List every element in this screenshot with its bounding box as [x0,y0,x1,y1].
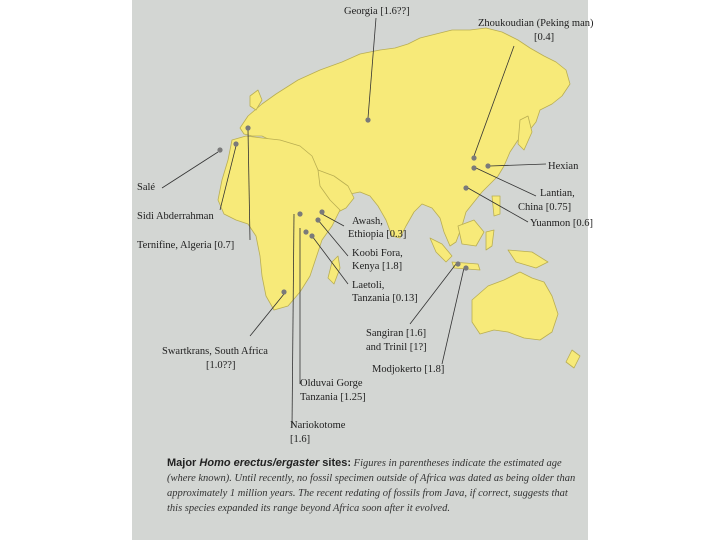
australia-landmass [472,272,558,340]
site-marker-sale [217,147,222,152]
site-marker-swartkrans [281,289,286,294]
label-zhoukoudian-age: [0.4] [534,32,555,43]
caption-suffix: sites: [319,457,352,469]
label-nariokotome: Nariokotome [290,420,346,431]
map-caption [167,456,583,516]
label-swartkrans-age: [1.0??] [206,360,236,371]
label-olduvai-age: Tanzania [1.25] [300,392,366,403]
label-sidi: Sidi Abderrahman [137,211,214,222]
leader-sale [162,152,218,188]
label-ternifine: Ternifine, Algeria [0.7] [137,240,235,251]
label-lantian: Lantian, [540,188,575,199]
new-zealand [566,350,580,368]
label-sangiran-age: and Trinil [1?] [366,342,427,353]
label-sale: Salé [137,182,156,193]
label-laetoli: Laetoli, [352,280,385,291]
site-marker-hexian [485,163,490,168]
site-marker-olduvai [303,229,308,234]
label-sangiran: Sangiran [1.6] [366,328,427,339]
site-marker-sangiran [455,261,460,266]
site-marker-koobi [315,217,320,222]
label-laetoli-age: Tanzania [0.13] [352,293,418,304]
label-koobi: Koobi Fora, [352,248,403,259]
caption-heading [167,457,351,469]
new-guinea [508,250,548,268]
label-nariokotome-age: [1.6] [290,434,311,445]
site-marker-zhoukoudian [471,155,476,160]
label-swartkrans: Swartkrans, South Africa [162,346,268,357]
leader-modjokerto [442,268,464,364]
label-koobi-age: Kenya [1.8] [352,261,403,272]
caption-prefix: Major [167,457,200,469]
site-marker-modjokerto [463,265,468,270]
label-yuanmon: Yuanmon [0.6] [530,218,593,229]
site-marker-ternifine [245,125,250,130]
caption-body: Figures in parentheses indicate the estimated age (where known). Until recently, no fossil specimen outside of Africa was dated as being older than approximately 1 million years. The recent redating of fossils from Java, if correct, suggests that this species expanded its range beyond Africa soon after it evolved. [167,458,576,514]
caption-species: Homo erectus/ergaster [199,457,320,469]
site-marker-yuanmon [463,185,468,190]
site-marker-nariokotome [297,211,302,216]
site-marker-laetoli [309,233,314,238]
site-marker-georgia [365,117,370,122]
label-modjokerto: Modjokerto [1.8] [372,364,445,375]
site-marker-sidi [233,141,238,146]
label-olduvai: Olduvai Gorge [300,378,363,389]
sulawesi [486,230,494,250]
site-marker-lantian [471,165,476,170]
label-awash: Awash, [352,216,383,227]
label-georgia: Georgia [1.6??] [344,6,410,17]
label-hexian: Hexian [548,161,579,172]
label-awash-age: Ethiopia [0.3] [348,229,407,240]
label-lantian-age: China [0.75] [518,202,572,213]
site-marker-awash [319,209,324,214]
leader-swartkrans [250,294,284,336]
philippines [492,196,500,216]
label-zhoukoudian: Zhoukoudian (Peking man) [478,18,594,29]
